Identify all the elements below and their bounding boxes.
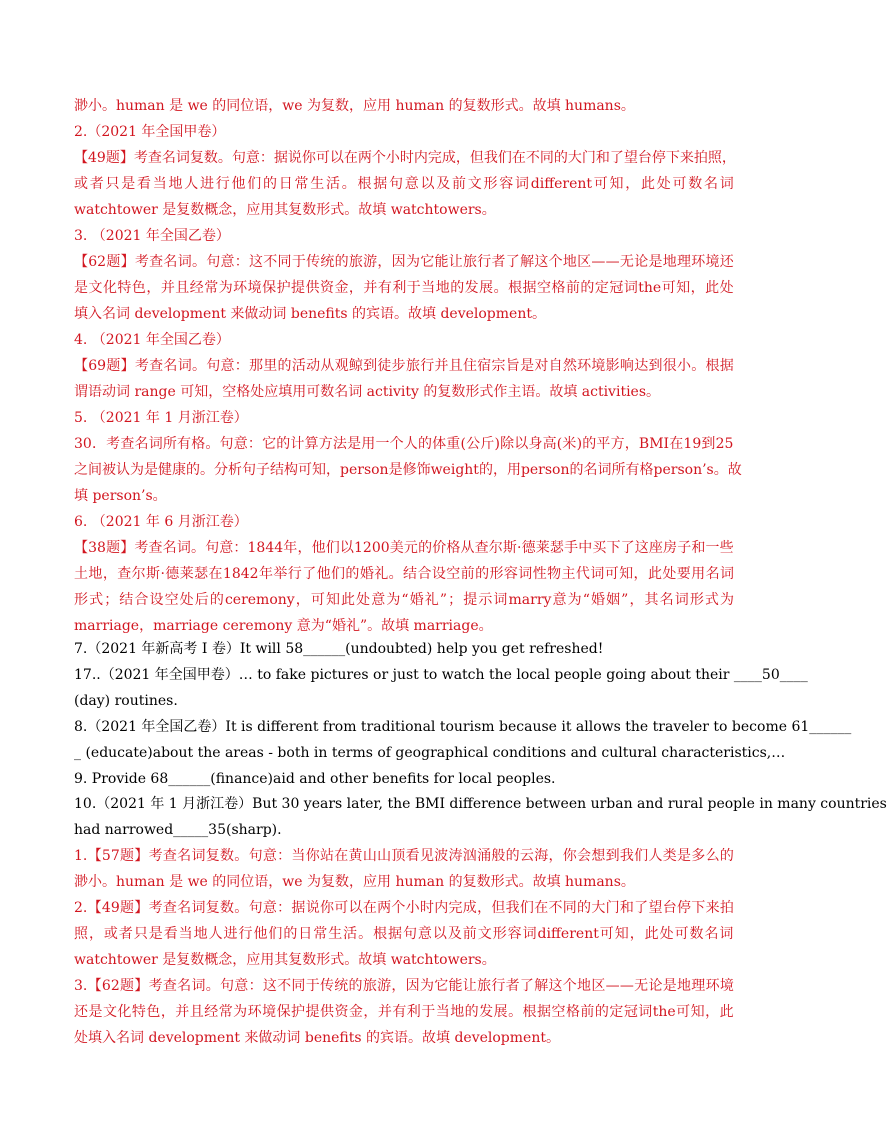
text-line: 2. 【 49 题 】 考 查 名 词 复 数 。 句 意 ： 据 说 你 可 以 在 两 个 小 时 内 完 成 ， 但 我 们 在 不 同 的 大 门 和 了 望 台 停 下 来 拍: [74, 900, 734, 916]
text-line: marriage，marriage ceremony 意为“婚礼”。故填 marriage。: [74, 618, 493, 634]
text-line: 3. 【 62 题 】 考 查 名 词 。 句 意 ： 这 不 同 于 传 统 的 旅 游 ， 因 为 它 能 让 旅 行 者 了 解 这 个 地 区 — — 无 论 是 地 理 环 境: [74, 978, 734, 994]
text-line: 【 49 题 】 考 查 名 词 复 数 。 句 意 ： 据 说 你 可 以 在 两 个 小 时 内 完 成 ， 但 我 们 在 不 同 的 大 门 和 了 望 台 停 下 来 拍 照 ，: [74, 150, 736, 166]
text-line: 4. （2021 年全国乙卷）: [74, 332, 230, 348]
text-line: (day) routines.: [74, 693, 178, 709]
text-line: 或 者 只 是 看 当 地 人 进 行 他 们 的 日 常 生 活 。 根 据 句 意 以 及 前 文 形 容 词 different 可 知 ， 此 处 可 数 名 词: [74, 176, 734, 192]
text-line: 8.（2021 年全国乙卷）It is different from traditional tourism because it allows the traveler to become 61______: [74, 719, 852, 735]
text-line: 6. （2021 年 6 月浙江卷）: [74, 514, 248, 530]
text-line: 还 是 文 化 特 色 ， 并 且 经 常 为 环 境 保 护 提 供 资 金 ， 并 有 利 于 当 地 的 发 展 。 根 据 空 格 前 的 定 冠 词 the 可 知 ， 此: [74, 1004, 734, 1020]
text-line: 7.（2021 年新高考 I 卷）It will 58______(undoubted) help you get refreshed!: [74, 641, 604, 657]
text-line: 处填入名词 development 来做动词 benefits 的宾语。故填 development。: [74, 1030, 560, 1046]
text-line: 渺小。human 是 we 的同位语，we 为复数，应用 human 的复数形式。故填 humans。: [74, 98, 635, 114]
text-line: 5. （2021 年 1 月浙江卷）: [74, 410, 248, 426]
text-line: 土 地 ， 查 尔 斯 · 德 莱 瑟 在 1842 年 举 行 了 他 们 的 婚 礼 。 结 合 设 空 前 的 形 容 词 性 物 主 代 词 可 知 ， 此 处 要 用 名 词: [74, 566, 734, 582]
text-line: watchtower 是复数概念，应用其复数形式。故填 watchtowers。: [74, 202, 496, 218]
text-line: 是 文 化 特 色 ， 并 且 经 常 为 环 境 保 护 提 供 资 金 ， 并 有 利 于 当 地 的 发 展 。 根 据 空 格 前 的 定 冠 词 the 可 知 ， 此 处: [74, 280, 734, 296]
text-line: watchtower 是复数概念，应用其复数形式。故填 watchtowers。: [74, 952, 496, 968]
text-line: 2.（2021 年全国甲卷）: [74, 124, 226, 140]
text-line: 30 ． 考 查 名 词 所 有 格 。 句 意 ： 它 的 计 算 方 法 是 用 一 个 人 的 体 重 ( 公 斤 ) 除 以 身 高 ( 米 ) 的 平 方 ， BMI 在 19 到 25: [74, 436, 734, 452]
text-line: 1. 【 57 题 】 考 查 名 词 复 数 。 句 意 ： 当 你 站 在 黄 山 山 顶 看 见 波 涛 汹 涌 般 的 云 海 ， 你 会 想 到 我 们 人 类 是 多 么 的: [74, 848, 734, 864]
text-line: _ (educate)about the areas - both in terms of geographical conditions and cultural characteristics,…: [74, 745, 786, 761]
text-line: 10.（2021 年 1 月浙江卷）But 30 years later, the BMI difference between urban and rural people in many countries: [74, 796, 887, 812]
text-line: 9. Provide 68______(finance)aid and other benefits for local peoples.: [74, 771, 556, 787]
text-line: 【 38 题 】 考 查 名 词 。 句 意 ： 1844 年 ， 他 们 以 1200 美 元 的 价 格 从 查 尔 斯 · 德 莱 瑟 手 中 买 下 了 这 座 房 子 和 一 些: [74, 540, 734, 556]
text-line: 17..（2021 年全国甲卷）… to fake pictures or just to watch the local people going about their ____50____: [74, 667, 808, 683]
text-line: 3. （2021 年全国乙卷）: [74, 228, 230, 244]
text-line: had narrowed_____35(sharp).: [74, 822, 282, 838]
text-line: 形 式 ； 结 合 设 空 处 后 的 ceremony ， 可 知 此 处 意 为 “ 婚 礼 ” ； 提 示 词 marry 意 为 “ 婚 姻 ” ， 其 名 词 形 式 为: [74, 592, 734, 608]
text-line: 谓语动词 range 可知，空格处应填用可数名词 activity 的复数形式作主语。故填 activities。: [74, 384, 661, 400]
text-line: 照 ， 或 者 只 是 看 当 地 人 进 行 他 们 的 日 常 生 活 。 根 据 句 意 以 及 前 文 形 容 词 different 可 知 ， 此 处 可 数 名 词: [74, 926, 734, 942]
text-line: 【 62 题 】 考 查 名 词 。 句 意 ： 这 不 同 于 传 统 的 旅 游 ， 因 为 它 能 让 旅 行 者 了 解 这 个 地 区 — — 无 论 是 地 理 环 境 还: [74, 254, 734, 270]
text-line: 填 person’s。: [74, 488, 167, 504]
text-line: 【 69 题 】 考 查 名 词 。 句 意 ： 那 里 的 活 动 从 观 鲸 到 徒 步 旅 行 并 且 住 宿 宗 旨 是 对 自 然 环 境 影 响 达 到 很 小 。 根 据: [74, 358, 734, 374]
text-line: 填入名词 development 来做动词 benefits 的宾语。故填 development。: [74, 306, 546, 322]
text-line: 渺小。human 是 we 的同位语，we 为复数，应用 human 的复数形式。故填 humans。: [74, 874, 635, 890]
text-line: 之 间 被 认 为 是 健 康 的 。 分 析 句 子 结 构 可 知 ， person 是 修 饰 weight 的 ， 用 person 的 名 词 所 有 格 person’s 。 故: [74, 462, 742, 478]
